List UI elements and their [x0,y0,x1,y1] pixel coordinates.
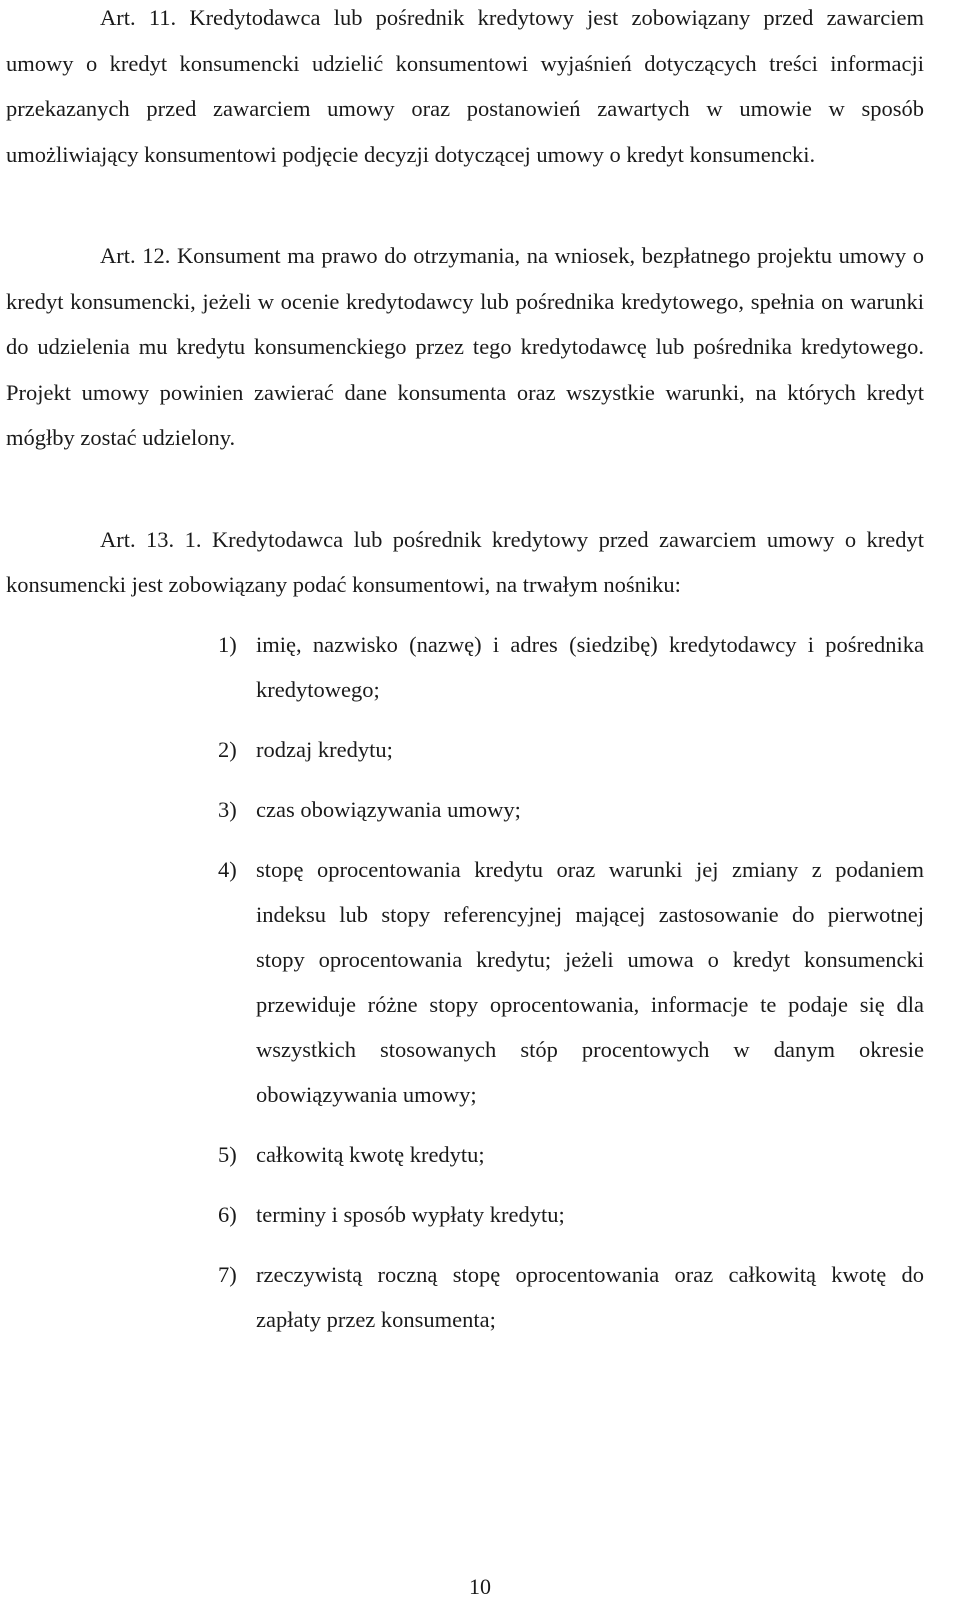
list-item [6,1252,924,1342]
document-body [6,0,924,1357]
list-item-number: 5) [218,1141,237,1167]
list-item [6,727,924,772]
article-12-paragraph: Art. 12. Konsument ma prawo do otrzymania, na wniosek, bezpłatnego projektu umowy o kredyt konsumencki, jeżeli w ocenie kredytodawcy lub pośrednika kredytowego, spełnia on warunki do udzielenia mu kredytu konsumenckiego przez tego kredytodawcę lub pośrednika kredytowego. Projekt umowy powinien zawierać dane konsumenta oraz wszystkie warunki, na których kredyt mógłby zostać udzielony. [6,243,924,450]
list-item-number: 3) [218,796,237,822]
list-item-text: rodzaj kredytu; [256,736,393,762]
paragraph-spacer [6,461,924,517]
list-item-number: 6) [218,1201,237,1227]
list-item-text: całkowitą kwotę kredytu; [256,1141,485,1167]
list-item-text: terminy i sposób wypłaty kredytu; [256,1201,565,1227]
list-item [6,787,924,832]
article-13-paragraph: Art. 13. 1. Kredytodawca lub pośrednik kredytowy przed zawarciem umowy o kredyt konsumencki jest zobowiązany podać konsumentowi, na trwałym nośniku: [6,526,924,597]
list-item-number: 7) [218,1261,237,1287]
list-item [6,847,924,1117]
list-item-text: rzeczywistą roczną stopę oprocentowania oraz całkowitą kwotę do zapłaty przez konsumenta; [256,1261,924,1332]
list-item-text: czas obowiązywania umowy; [256,796,521,822]
article-13-list [6,622,924,1342]
list-item-number: 1) [218,631,237,657]
page-number: 10 [469,1574,491,1599]
list-item [6,1192,924,1237]
paragraph-spacer [6,177,924,233]
list-item-text: imię, nazwisko (nazwę) i adres (siedzibę) kredytodawcy i pośrednika kredytowego; [256,631,924,702]
list-item-number: 4) [218,856,237,882]
list-item-number: 2) [218,736,237,762]
list-item [6,1132,924,1177]
article-11-paragraph: Art. 11. Kredytodawca lub pośrednik kredytowy jest zobowiązany przed zawarciem umowy o kredyt konsumencki udzielić konsumentowi wyjaśnień dotyczących treści informacji przekazanych przed zawarciem umowy oraz postanowień zawartych w umowie w sposób umożliwiający konsumentowi podjęcie decyzji dotyczącej umowy o kredyt konsumencki. [6,5,924,167]
list-item-text: stopę oprocentowania kredytu oraz warunki jej zmiany z podaniem indeksu lub stopy referencyjnej mającej zastosowanie do pierwotnej stopy oprocentowania kredytu; jeżeli umowa o kredyt konsumencki przewiduje różne stopy oprocentowania, informacje te podaje się dla wszystkich stosowanych stóp procentowych w danym okresie obowiązywania umowy; [256,856,924,1107]
list-item [6,622,924,712]
